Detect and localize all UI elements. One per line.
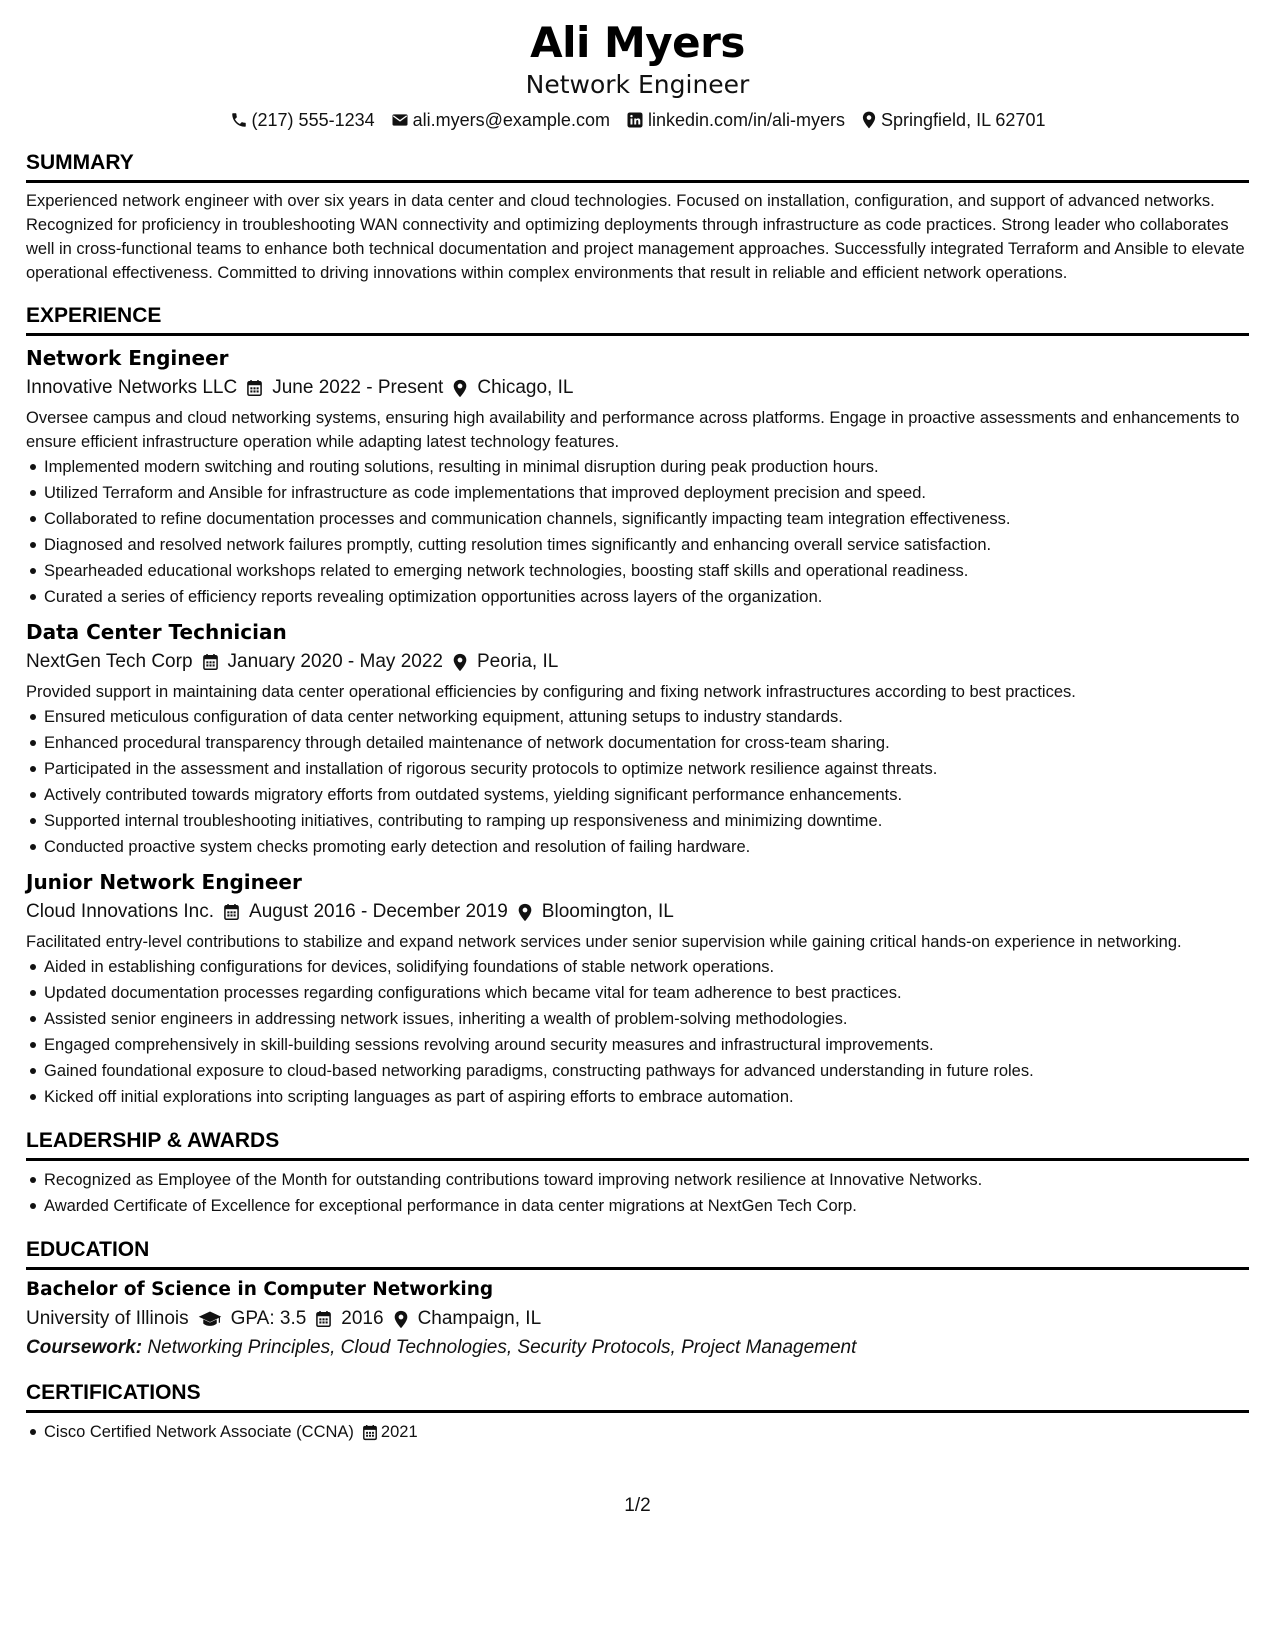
certification-name: Cisco Certified Network Associate (CCNA) — [44, 1423, 354, 1441]
job-meta — [26, 646, 1249, 678]
experience-heading: EXPERIENCE — [26, 303, 1249, 336]
linkedin-icon — [626, 111, 644, 129]
job-location: Bloomington, IL — [541, 901, 674, 922]
job-location: Chicago, IL — [477, 377, 574, 398]
resume-header — [26, 18, 1249, 132]
job-location: Peoria, IL — [476, 651, 559, 672]
degree-title: Bachelor of Science in Computer Networking — [26, 1279, 494, 1300]
job-bullets — [26, 954, 1249, 1110]
calendar-icon — [202, 653, 219, 671]
certifications-heading: CERTIFICATIONS — [26, 1380, 1249, 1413]
awards-section — [26, 1128, 1249, 1219]
graduation-year: 2016 — [341, 1308, 384, 1329]
job-dates: August 2016 - December 2019 — [249, 901, 508, 922]
company-name: Innovative Networks LLC — [26, 377, 238, 398]
awards-heading: LEADERSHIP & AWARDS — [26, 1128, 1249, 1161]
map-pin-icon — [452, 653, 468, 672]
phone-icon — [230, 111, 248, 129]
job-title: Junior Network Engineer — [26, 870, 302, 894]
awards-list — [26, 1167, 1249, 1219]
calendar-icon — [246, 379, 263, 397]
linkedin-link[interactable]: linkedin.com/in/ali-myers — [647, 110, 846, 130]
job-title: Network Engineer — [26, 346, 229, 370]
job-bullet: Kicked off initial explorations into scripting languages as part of aspiring efforts to embrace automation. — [26, 1084, 1249, 1110]
company-name: NextGen Tech Corp — [26, 651, 193, 672]
job-bullet: Enhanced procedural transparency through detailed maintenance of network documentation for cross-team sharing. — [26, 730, 1249, 756]
job-meta — [26, 896, 1249, 928]
job-bullet: Spearheaded educational workshops related to emerging network technologies, boosting staff skills and operational readiness. — [26, 558, 1249, 584]
job-description: Oversee campus and cloud networking systems, ensuring high availability and performance across platforms. Engage in proactive assessments and enhancements to ensure efficient infrastructure operation while adapting latest technology features. — [26, 409, 1240, 451]
location-text: Springfield, IL 62701 — [881, 110, 1046, 130]
summary-heading: SUMMARY — [26, 150, 1249, 183]
job-entry — [26, 344, 1249, 610]
award-item: Awarded Certificate of Excellence for exceptional performance in data center migrations at NextGen Tech Corp. — [26, 1193, 1249, 1219]
calendar-icon — [315, 1310, 332, 1328]
job-bullet: Assisted senior engineers in addressing network issues, inheriting a wealth of problem-solving methodologies. — [26, 1006, 1249, 1032]
job-bullet: Ensured meticulous configuration of data center networking equipment, attuning setups to industry standards. — [26, 704, 1249, 730]
summary-section — [26, 150, 1249, 285]
map-pin-icon — [517, 903, 533, 922]
job-meta — [26, 372, 1249, 404]
coursework-line — [26, 1334, 1249, 1362]
certification-item — [26, 1419, 1249, 1445]
job-entry — [26, 868, 1249, 1110]
experience-section — [26, 303, 1249, 1110]
award-item: Recognized as Employee of the Month for outstanding contributions toward improving network resilience at Innovative Networks. — [26, 1167, 1249, 1193]
candidate-title: Network Engineer — [525, 70, 750, 99]
job-bullet: Curated a series of efficiency reports revealing optimization opportunities across layers of the organization. — [26, 584, 1249, 610]
gpa-text: GPA: 3.5 — [230, 1308, 307, 1329]
job-title: Data Center Technician — [26, 620, 287, 644]
company-name: Cloud Innovations Inc. — [26, 901, 215, 922]
education-section — [26, 1237, 1249, 1362]
job-bullet: Engaged comprehensively in skill-building sessions revolving around security measures and infrastructural improvements. — [26, 1032, 1249, 1058]
job-description: Facilitated entry-level contributions to stabilize and expand network services under senior supervision while gaining critical hands-on experience in networking. — [26, 933, 1182, 951]
job-bullet: Actively contributed towards migratory efforts from outdated systems, yielding significant performance enhancements. — [26, 782, 1249, 808]
job-list — [26, 344, 1249, 1110]
education-heading: EDUCATION — [26, 1237, 1249, 1270]
contact-bar — [26, 108, 1249, 132]
map-pin-icon — [861, 111, 877, 129]
job-bullets — [26, 454, 1249, 610]
calendar-icon — [223, 903, 240, 921]
phone-text: (217) 555-1234 — [251, 110, 375, 130]
job-bullet: Supported internal troubleshooting initiatives, contributing to ramping up responsiveness and minimizing downtime. — [26, 808, 1249, 834]
job-bullet: Utilized Terraform and Ansible for infrastructure as code implementations that improved deployment precision and speed. — [26, 480, 1249, 506]
job-bullet: Implemented modern switching and routing solutions, resulting in minimal disruption during peak production hours. — [26, 454, 1249, 480]
map-pin-icon — [393, 1310, 409, 1329]
education-meta — [26, 1304, 1249, 1334]
candidate-name: Ali Myers — [530, 18, 745, 67]
calendar-icon — [362, 1424, 378, 1441]
job-bullet: Participated in the assessment and installation of rigorous security protocols to optimize network resilience against threats. — [26, 756, 1249, 782]
coursework-text: Networking Principles, Cloud Technologies, Security Protocols, Project Management — [147, 1337, 857, 1358]
school-name: University of Illinois — [26, 1308, 189, 1329]
graduation-cap-icon — [198, 1310, 222, 1328]
contact-email[interactable] — [391, 108, 610, 132]
job-description: Provided support in maintaining data center operational efficiencies by configuring and fixing network infrastructures according to best practices. — [26, 683, 1076, 701]
school-location: Champaign, IL — [417, 1308, 542, 1329]
contact-linkedin[interactable] — [626, 108, 845, 132]
job-bullet: Aided in establishing configurations for devices, solidifying foundations of stable network operations. — [26, 954, 1249, 980]
job-bullet: Conducted proactive system checks promoting early detection and resolution of failing hardware. — [26, 834, 1249, 860]
job-bullet: Collaborated to refine documentation processes and communication channels, significantly impacting team integration effectiveness. — [26, 506, 1249, 532]
job-bullet: Diagnosed and resolved network failures promptly, cutting resolution times significantly and enhancing overall service satisfaction. — [26, 532, 1249, 558]
certifications-section — [26, 1380, 1249, 1445]
job-dates: June 2022 - Present — [272, 377, 444, 398]
map-pin-icon — [452, 379, 468, 398]
contact-phone — [230, 108, 375, 132]
summary-text: Experienced network engineer with over six years in data center and cloud technologies. Focused on installation, configuration, and support of advanced networks. Recognized for proficiency in troubleshooting WAN connectivity and optimizing deployments through infrastructure as code practices. Strong leader who collaborates well in cross-functional teams to enhance both technical documentation and project management approaches. Successfully integrated Terraform and Ansible to elevate operational effectiveness. Committed to driving innovations within complex environments that result in reliable and efficient network operations. — [26, 192, 1245, 282]
page-number: 1/2 — [624, 1495, 651, 1516]
certifications-list — [26, 1419, 1249, 1445]
contact-location — [861, 108, 1045, 132]
job-dates: January 2020 - May 2022 — [227, 651, 443, 672]
coursework-label: Coursework: — [26, 1337, 143, 1358]
certification-year: 2021 — [380, 1423, 418, 1441]
envelope-icon — [391, 111, 409, 129]
job-entry — [26, 618, 1249, 860]
job-bullet: Gained foundational exposure to cloud-based networking paradigms, constructing pathways for advanced understanding in future roles. — [26, 1058, 1249, 1084]
job-bullets — [26, 704, 1249, 860]
job-bullet: Updated documentation processes regarding configurations which became vital for team adherence to best practices. — [26, 980, 1249, 1006]
email-link[interactable]: ali.myers@example.com — [412, 110, 610, 130]
